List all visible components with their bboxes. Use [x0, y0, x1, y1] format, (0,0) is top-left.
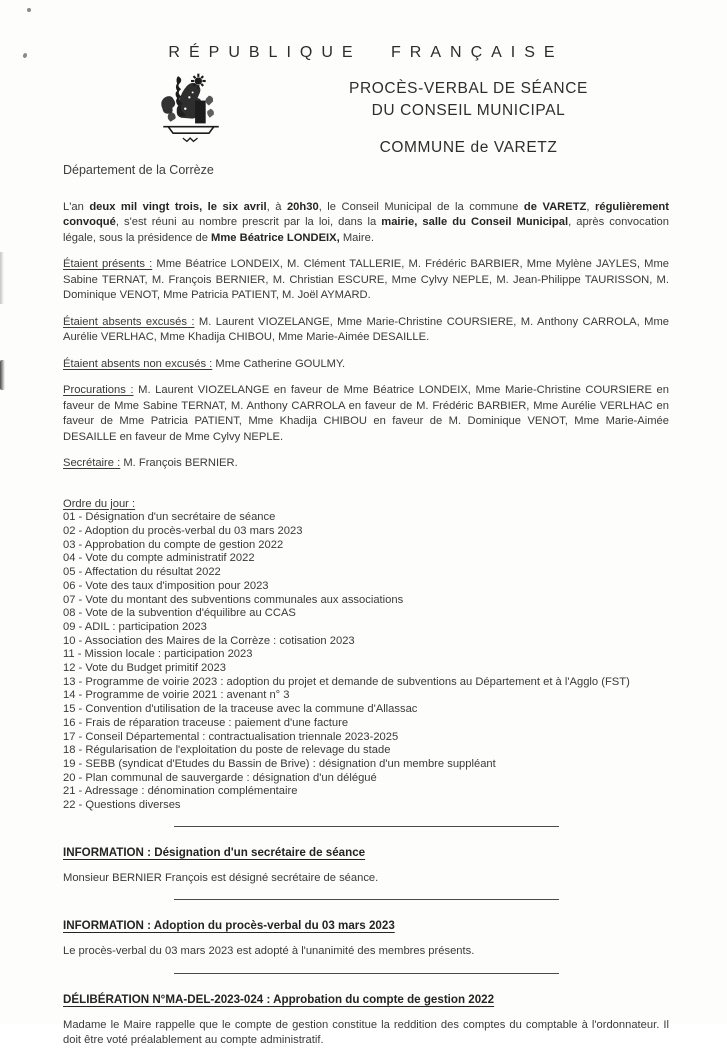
agenda-item: 17 - Conseil Départemental : contractualisation triennale 2023-2025 [63, 730, 399, 743]
agenda-item: 16 - Frais de réparation traceuse : paiement d'une facture [63, 716, 349, 729]
commune-title: COMMUNE de VARETZ [379, 139, 558, 156]
agenda-item: 12 - Vote du Budget primitif 2023 [63, 662, 226, 675]
sections [63, 826, 669, 1049]
agenda-item: 19 - SEBB (syndicat d'Etudes du Bassin de Brive) : désignation d'un membre suppléant [63, 757, 496, 770]
section-divider [174, 899, 559, 900]
agenda-label: Ordre du jour : [63, 497, 136, 510]
section [63, 973, 669, 1049]
section-heading: DÉLIBÉRATION N°MA-DEL-2023-024 : Approbation du compte de gestion 2022 [63, 992, 495, 1006]
presents-paragraph: Étaient présents : Mme Béatrice LONDEIX, M. Clément TALLERIE, M. Frédéric BARBIER, Mme Mylène JAYLES, Mme Sabine TERNAT, M. François BERNIER, M. Christian ESCURE, Mme Cylvy NEPLE, M. Jean-Philippe TAURISSON, M. Dominique VENOT, Mme Patricia PATIENT, M. Joël AYMARD. [63, 258, 669, 302]
agenda-item: 01 - Désignation d'un secrétaire de séance [63, 511, 276, 524]
agenda-item: 04 - Vote du compte administratif 2022 [63, 552, 255, 565]
scan-edge-artifact [0, 360, 5, 390]
document-header [63, 72, 669, 177]
section-body: Monsieur BERNIER François est désigné secrétaire de séance. [63, 871, 379, 884]
agenda-item: 07 - Vote du montant des subventions communales aux associations [63, 593, 404, 606]
correze-marianne-emblem-icon [160, 72, 222, 157]
section-divider [174, 826, 559, 827]
preamble-paragraph: L'an deux mil vingt trois, le six avril, à 20h30, le Conseil Municipal de la commune de VARETZ, régulièrement convoqué, s'est réuni au nombre prescrit par la loi, dans la mairie, salle du Conseil Municipal, après convocation légale, sous la présidence de Mme Béatrice LONDEIX, Maire. [63, 201, 669, 244]
republic-title: RÉPUBLIQUE FRANÇAISE [168, 44, 564, 61]
agenda-block [63, 498, 669, 813]
absents-excuses-paragraph: Étaient absents excusés : M. Laurent VIOZELANGE, Mme Marie-Christine COURSIERE, M. Anthony CARROLA, Mme Aurélie VERLHAC, Mme Khadija CHIBOU, Mme Marie-Aimée DESAILLE. [63, 315, 669, 344]
agenda-item: 13 - Programme de voirie 2023 : adoption du projet et demande de subventions au Département et à l'Agglo (FST) [63, 675, 630, 688]
doc-title-line1: PROCÈS-VERBAL DE SÉANCE [349, 80, 588, 97]
agenda-item: 22 - Questions diverses [63, 799, 181, 812]
section [63, 826, 669, 886]
department-block [63, 72, 268, 177]
absents-non-excuses-paragraph: Étaient absents non excusés : Mme Catherine GOULMY. [63, 357, 346, 370]
document-content [63, 0, 669, 1060]
doc-title-line2: DU CONSEIL MUNICIPAL [371, 102, 566, 119]
agenda-item: 21 - Adressage : dénomination complémentaire [63, 785, 298, 798]
agenda-item: 02 - Adoption du procès-verbal du 03 mars 2023 [63, 525, 303, 538]
procurations-paragraph: Procurations : M. Laurent VIOZELANGE en faveur de Mme Béatrice LONDEIX, Mme Marie-Christine COURSIERE en faveur de Mme Sabine TERNAT, M. Anthony CARROLA en faveur de M. Frédéric BARBIER, Mme Aurélie VERLHAC en faveur de Mme Patricia PATIENT, Mme Khadija CHIBOU en faveur de M. Dominique VENOT, Mme Marie-Aimée DESAILLE en faveur de Mme Cylvy NEPLE. [63, 384, 669, 443]
section-body: Le procès-verbal du 03 mars 2023 est adopté à l'unanimité des membres présents. [63, 945, 475, 958]
agenda-item: 08 - Vote de la subvention d'équilibre au CCAS [63, 607, 296, 620]
agenda-item: 05 - Affectation du résultat 2022 [63, 566, 221, 579]
section-heading: INFORMATION : Adoption du procès-verbal du 03 mars 2023 [63, 919, 395, 933]
document-title-block [268, 72, 669, 177]
agenda-item: 18 - Régularisation de l'exploitation du poste de relevage du stade [63, 744, 391, 757]
section-heading: INFORMATION : Désignation d'un secrétaire de séance [63, 845, 366, 859]
agenda-item: 03 - Approbation du compte de gestion 2022 [63, 538, 284, 551]
department-caption: Département de la Corrèze [63, 163, 214, 177]
section-divider [174, 973, 559, 974]
agenda-item: 09 - ADIL : participation 2023 [63, 620, 207, 633]
agenda-list [63, 511, 669, 812]
secretaire-paragraph: Secrétaire : M. François BERNIER. [63, 457, 238, 470]
scan-edge-artifact [0, 252, 4, 304]
agenda-item: 15 - Convention d'utilisation de la traceuse avec la commune d'Allassac [63, 703, 418, 716]
section [63, 899, 669, 959]
agenda-item: 06 - Vote des taux d'imposition pour 2023 [63, 579, 269, 592]
scan-speck [27, 8, 31, 12]
agenda-item: 20 - Plan communal de sauvergarde : désignation d'un délégué [63, 771, 377, 784]
agenda-item: 10 - Association des Maires de la Corrèze : cotisation 2023 [63, 634, 355, 647]
scan-speck [22, 52, 27, 58]
agenda-item: 14 - Programme de voirie 2021 : avenant n° 3 [63, 689, 290, 702]
section-body: Madame le Maire rappelle que le compte de gestion constitue la reddition des comptes du comptable à l'ordonnateur. Il doit être voté préalablement au compte administratif. [63, 1018, 669, 1047]
agenda-item: 11 - Mission locale : participation 2023 [63, 648, 253, 661]
